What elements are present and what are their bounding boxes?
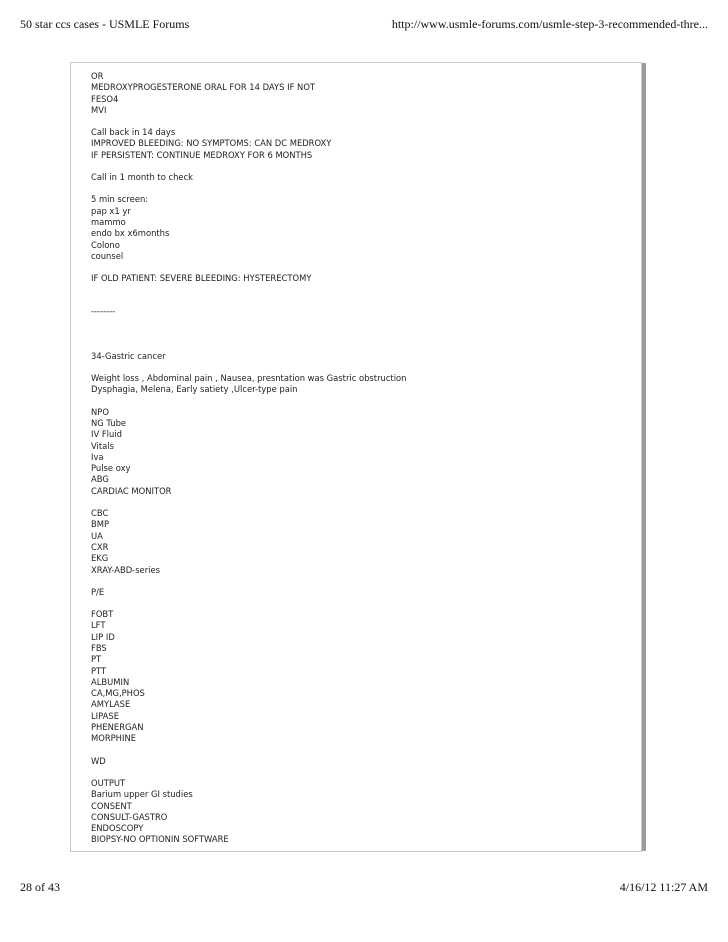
post-line: FESO4 bbox=[91, 93, 119, 104]
paragraph-gap bbox=[91, 262, 406, 273]
post-line: BMP bbox=[91, 519, 110, 530]
post-line: Barium upper GI studies bbox=[91, 789, 193, 800]
post-line: CA,MG,PHOS bbox=[91, 688, 145, 699]
post-line: CXR bbox=[91, 541, 109, 552]
post-line: 5 min screen: bbox=[91, 194, 149, 205]
post-line: LIP ID bbox=[91, 631, 115, 642]
post-line: Vitals bbox=[91, 440, 114, 451]
post-line: LIPASE bbox=[91, 710, 119, 721]
post-line: Pulse oxy bbox=[91, 463, 131, 474]
paragraph-gap bbox=[91, 497, 406, 508]
post-line: EKG bbox=[91, 553, 109, 564]
post-line: IMPROVED BLEEDING: NO SYMPTOMS: CAN DC MEDROXY bbox=[91, 138, 332, 149]
print-header bbox=[20, 17, 708, 33]
post-body bbox=[91, 71, 406, 846]
post-line: FOBT bbox=[91, 609, 114, 620]
page-url: http://www.usmle-forums.com/usmle-step-3-recommended-thre... bbox=[391, 17, 708, 31]
post-line: MEDROXYPROGESTERONE ORAL FOR 14 DAYS IF NOT bbox=[91, 82, 316, 93]
post-line: WD bbox=[91, 755, 106, 766]
post-line: IV Fluid bbox=[91, 429, 122, 440]
post-line: XRAY-ABD-series bbox=[91, 564, 160, 575]
post-line: counsel bbox=[91, 250, 124, 261]
paragraph-gap bbox=[91, 767, 406, 778]
post-line: Dysphagia, Melena, Early satiety ,Ulcer-type pain bbox=[91, 384, 298, 395]
post-line: ABG bbox=[91, 474, 109, 485]
print-footer bbox=[20, 880, 708, 896]
paragraph-gap bbox=[91, 116, 406, 127]
page-title: 50 star ccs cases - USMLE Forums bbox=[20, 17, 190, 31]
post-line: endo bx x6months bbox=[91, 228, 170, 239]
post-line: Call back in 14 days bbox=[91, 127, 176, 138]
paragraph-gap bbox=[91, 161, 406, 172]
post-line: mammo bbox=[91, 216, 126, 227]
post-line: CONSENT bbox=[91, 800, 132, 811]
post-line: NG Tube bbox=[91, 417, 127, 428]
post-line: PTT bbox=[91, 665, 107, 676]
post-line: CARDIAC MONITOR bbox=[91, 485, 172, 496]
post-line: AMYLASE bbox=[91, 699, 131, 710]
post-line: pap x1 yr bbox=[91, 205, 131, 216]
paragraph-gap bbox=[91, 340, 406, 351]
post-line: OR bbox=[91, 71, 104, 81]
post-line: NPO bbox=[91, 406, 109, 417]
post-line: PT bbox=[91, 654, 102, 665]
post-line: BIOPSY-NO OPTIONIN SOFTWARE bbox=[91, 834, 229, 845]
post-line: FBS bbox=[91, 642, 107, 653]
print-datetime: 4/16/12 11:27 AM bbox=[619, 880, 708, 894]
paragraph-gap bbox=[91, 329, 406, 340]
paragraph-gap bbox=[91, 284, 406, 295]
paragraph-gap bbox=[91, 295, 406, 306]
post-line: ALBUMIN bbox=[91, 676, 130, 687]
post-line: Call in 1 month to check bbox=[91, 172, 194, 183]
post-line: Weight loss , Abdominal pain , Nausea, presntation was Gastric obstruction bbox=[91, 373, 407, 384]
forum-post-panel bbox=[70, 62, 642, 852]
post-line: UA bbox=[91, 530, 103, 541]
page-counter: 28 of 43 bbox=[20, 880, 60, 894]
post-line: Iva bbox=[91, 451, 104, 462]
paragraph-gap bbox=[91, 576, 406, 587]
post-line: CBC bbox=[91, 508, 109, 519]
paragraph-gap bbox=[91, 396, 406, 407]
paragraph-gap bbox=[91, 318, 406, 329]
post-line: OUTPUT bbox=[91, 777, 126, 788]
post-line: MVI bbox=[91, 104, 107, 115]
post-line: IF OLD PATIENT: SEVERE BLEEDING: HYSTERECTOMY bbox=[91, 273, 312, 284]
post-line: P/E bbox=[91, 586, 105, 597]
paragraph-gap bbox=[91, 183, 406, 194]
post-line: IF PERSISTENT: CONTINUE MEDROXY FOR 6 MONTHS bbox=[91, 149, 313, 160]
paragraph-gap bbox=[91, 598, 406, 609]
post-line: LFT bbox=[91, 620, 106, 631]
post-line: Colono bbox=[91, 239, 120, 250]
post-line: 34-Gastric cancer bbox=[91, 350, 166, 361]
paragraph-gap bbox=[91, 745, 406, 756]
paragraph-gap bbox=[91, 362, 406, 373]
post-line: PHENERGAN bbox=[91, 722, 144, 733]
post-line: -------- bbox=[91, 306, 116, 317]
post-line: ENDOSCOPY bbox=[91, 823, 144, 834]
post-line: MORPHINE bbox=[91, 733, 137, 744]
post-line: CONSULT-GASTRO bbox=[91, 811, 168, 822]
